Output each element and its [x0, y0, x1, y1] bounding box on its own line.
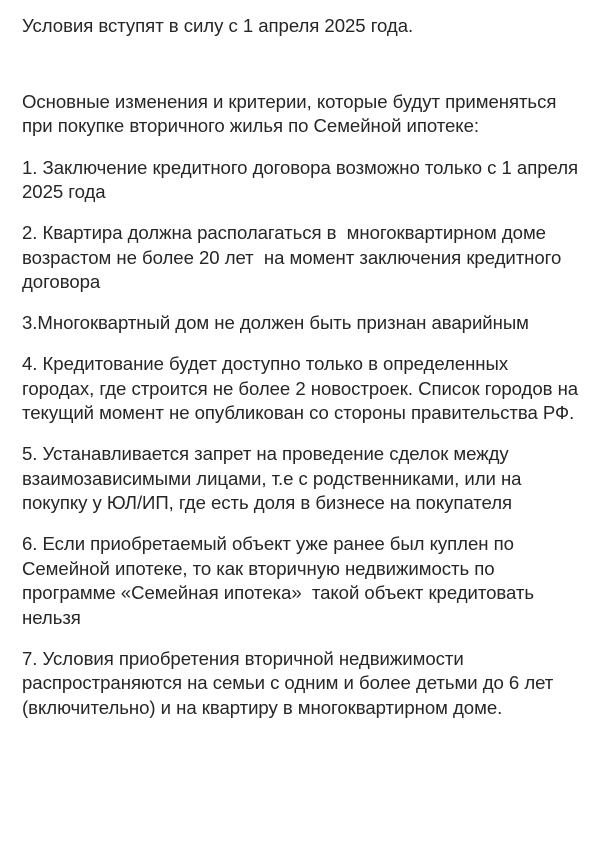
list-item-1: 1. Заключение кредитного договора возможно только с 1 апреля 2025 года [22, 156, 584, 202]
list-item-2: 2. Квартира должна располагаться в многоквартирном доме возрастом не более 20 лет на момент заключения кредитного договора [22, 222, 567, 292]
effective-date-line: Условия вступят в силу с 1 апреля 2025 года. [22, 15, 414, 36]
list-item-4: 4. Кредитование будет доступно только в определенных городах, где строится не более 2 новостроек. Список городов на текущий момент не опубликован со стороны правительства РФ. [22, 353, 584, 423]
list-item-6: 6. Если приобретаемый объект уже ранее был куплен по Семейной ипотеке, то как вторичную недвижимость по программе «Семейная ипотека» такой объект кредитовать нельзя [22, 533, 540, 628]
list-item-5: 5. Устанавливается запрет на проведение сделок между взаимозависимыми лицами, т.е с родственниками, или на покупку у ЮЛ/ИП, где есть доля в бизнесе на покупателя [22, 443, 527, 513]
document-body [22, 14, 582, 737]
list-item-3: 3.Многоквартный дом не должен быть признан аварийным [22, 312, 529, 333]
intro-paragraph: Основные изменения и критерии, которые будут применяться при покупке вторичного жилья по Семейной ипотеке: [22, 90, 562, 136]
list-item-7: 7. Условия приобретения вторичной недвижимости распространяются на семьи с одним и более детьми до 6 лет (включительно) и на квартиру в многоквартирном доме. [22, 647, 559, 718]
